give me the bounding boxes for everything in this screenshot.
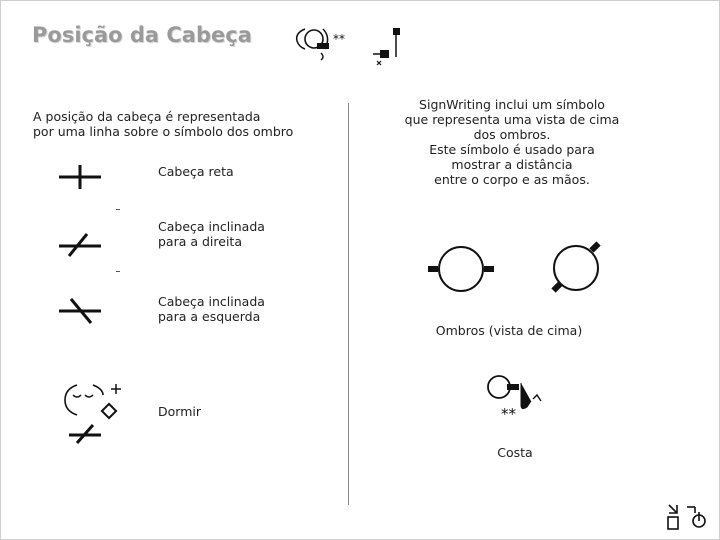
left-intro <box>33 109 293 139</box>
head-tilt-left-icon <box>57 297 105 325</box>
signwriting-head-icon <box>291 23 411 73</box>
shoulders-rotated-icon <box>544 238 610 298</box>
tick-mark <box>116 209 120 210</box>
tick-mark <box>116 271 120 272</box>
column-divider <box>348 103 349 505</box>
left-intro-line: A posição da cabeça é representada <box>33 109 261 124</box>
svg-text:**: ** <box>501 405 516 423</box>
head-straight-icon <box>57 164 105 190</box>
label-line: Cabeça inclinada <box>158 294 265 309</box>
right-intro <box>392 97 632 187</box>
label-head-straight <box>158 164 234 179</box>
label-head-tilt-left <box>158 294 265 324</box>
svg-text:**: ** <box>333 32 345 46</box>
right-intro-line: dos ombros. <box>473 127 551 142</box>
right-intro-line: Este símbolo é usado para <box>429 142 595 157</box>
label-line: Dormir <box>158 404 201 419</box>
sleep-face-icon <box>63 383 133 445</box>
page-title: Posição da Cabeça <box>32 23 252 47</box>
label-line: para a direita <box>158 234 242 249</box>
right-intro-line: que representa uma vista de cima <box>404 112 620 127</box>
shoulders-caption: Ombros (vista de cima) <box>435 323 583 338</box>
label-line: para a esquerda <box>158 309 261 324</box>
label-line: Cabeça reta <box>158 164 234 179</box>
right-intro-line: entre o corpo e as mãos. <box>434 172 590 187</box>
back-symbol-icon <box>481 371 551 423</box>
right-intro-line: mostrar a distância <box>451 157 573 172</box>
nav-icon[interactable] <box>665 501 713 531</box>
right-intro-line: SignWriting inclui um símbolo <box>419 97 605 112</box>
shoulders-neutral-icon <box>426 244 496 294</box>
label-line: Cabeça inclinada <box>158 219 265 234</box>
label-sleep <box>158 404 201 419</box>
back-caption: Costa <box>497 445 533 460</box>
left-intro-line: por uma linha sobre o símbolo dos ombro <box>33 124 294 139</box>
label-head-tilt-right <box>158 219 265 249</box>
head-tilt-right-icon <box>57 230 105 258</box>
